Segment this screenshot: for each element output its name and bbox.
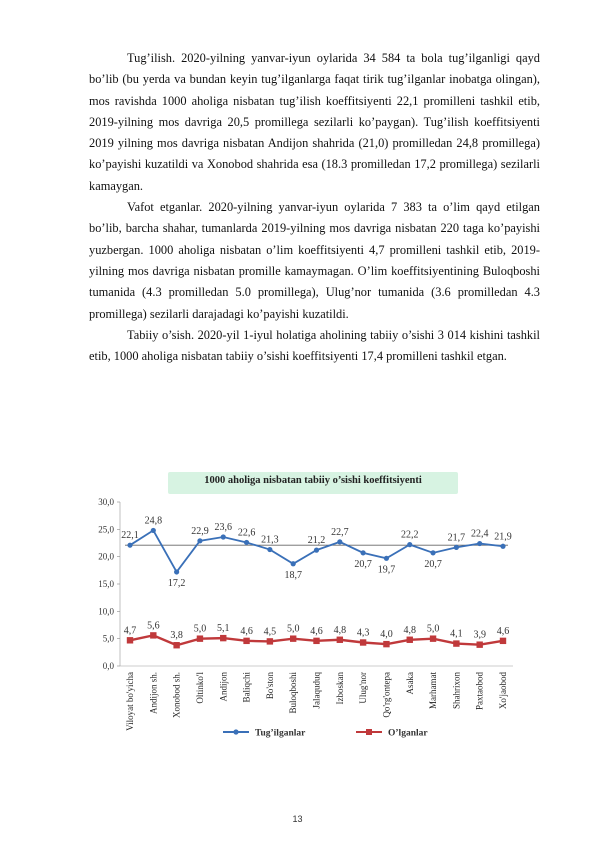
category-label: Qo'rg'ontepa	[381, 672, 392, 718]
deaths-marker	[150, 632, 156, 638]
deaths-marker	[220, 635, 226, 641]
data-label: 4,8	[403, 624, 416, 636]
births-marker	[384, 556, 389, 561]
body-text	[89, 48, 540, 367]
data-label: 22,2	[401, 529, 419, 541]
births-marker	[151, 528, 156, 533]
data-label: 4,3	[356, 627, 370, 639]
paragraph-natural-growth: Tabiiy o’sish. 2020-yil 1-iyul holatiga aholining tabiiy o’sishi 3 014 kishini tashkil etib, 1000 aholiga nisbatan tabiiy o’sishi koeffitsiyenti 17,4 promilleni tashkil etgan.	[89, 327, 540, 364]
page-number: 13	[292, 814, 303, 824]
deaths-marker	[407, 637, 413, 643]
category-label: Bo'ston	[264, 672, 275, 700]
data-label: 17,2	[167, 577, 186, 589]
data-label: 23,6	[214, 521, 232, 533]
data-label: 5,0	[193, 623, 207, 635]
data-label: 4,6	[496, 625, 510, 637]
data-label: 4,1	[450, 628, 463, 640]
data-label: 5,0	[286, 623, 300, 635]
data-label: 21,3	[261, 534, 279, 546]
deaths-marker	[500, 638, 506, 644]
deaths-marker	[430, 635, 436, 641]
y-tick-label: 25,0	[98, 524, 114, 535]
y-tick-label: 0,0	[102, 661, 114, 671]
data-label: 20,7	[424, 558, 442, 570]
data-label: 4,6	[240, 625, 253, 637]
births-marker	[361, 550, 366, 555]
births-marker	[337, 539, 342, 544]
deaths-marker	[313, 638, 319, 644]
births-marker	[500, 544, 505, 549]
data-label: 20,7	[354, 558, 372, 570]
data-label: 3,8	[170, 630, 183, 642]
y-tick-label: 30,0	[98, 497, 114, 507]
y-tick-label: 5,0	[102, 633, 114, 644]
category-label: Paxtaobod	[474, 672, 485, 710]
data-label: 22,1	[121, 530, 139, 542]
y-tick-label: 10,0	[98, 606, 114, 617]
data-label: 3,9	[473, 629, 486, 641]
category-label: Baliqchi	[241, 672, 252, 703]
y-tick-label: 15,0	[98, 579, 114, 589]
data-label: 22,6	[237, 527, 256, 539]
legend-marker	[233, 729, 238, 734]
births-marker	[244, 540, 249, 545]
deaths-marker	[127, 637, 133, 643]
paragraph-deaths: Vafot etganlar. 2020-yilning yanvar-iyun oylarida 7 383 ta o’lim qayd etilgan bo’lib, barcha shahar, tumanlarda 2019-yilning mos davriga nisbatan 220 taga ko’payishi yuzbergan. 1000 aholiga nisbatan o’lim koeffitsiyenti 4,7 promilleni tashkil etib, 2019-yilning mos davriga nisbatan promille kamaymagan. O’lim koeffitsiyentining Buloqboshi tumanida (4.3 promilledan 5.0 promillega), Ulug’nor tumanida (3.6 promilledan 4.3 promillega) sezilarli darajadagi ko’payishi kuzatildi.	[89, 200, 540, 321]
data-label: 4,5	[263, 626, 277, 638]
deaths-marker	[197, 635, 203, 641]
data-label: 18,7	[284, 569, 302, 581]
data-label: 5,0	[426, 623, 440, 635]
paragraph-birth: Tug’ilish. 2020-yilning yanvar-iyun oylarida 34 584 ta bola tug’ilganligi qayd bo’lib (bu yerda va bundan keyin tug’ilganlarga faqat tirik tug’ilganlar inobatga olingan), mos ravishda 1000 aholiga nisbatan tug’ilish koeffitsiyenti 22,1 promilleni tashkil etib, 2019-yilning mos davriga 20,5 promillega sezilarli ko’paygan). Tug’ilish koeffitsiyenti 2019 yilning mos davriga nisbatan Andijon shahrida (21,0) promilledan 24,8 promillega) ko’payishi kuzatildi va Xonobod shahrida esa (18.3 promilledan 17,2 promillega) sezilarli kamaygan.	[89, 51, 540, 193]
data-label: 22,4	[470, 528, 489, 540]
deaths-marker	[173, 642, 179, 648]
chart-title: 1000 aholiga nisbatan tabiiy o’sishi koeffitsiyenti	[204, 475, 422, 486]
chart-svg	[88, 470, 528, 745]
data-label: 4,0	[380, 629, 393, 641]
births-marker	[197, 538, 202, 543]
deaths-marker	[360, 639, 366, 645]
deaths-marker	[453, 640, 459, 646]
category-label: Andijon sh.	[148, 672, 159, 715]
data-label: 4,6	[310, 625, 323, 637]
births-marker	[477, 541, 482, 546]
deaths-marker	[243, 638, 249, 644]
data-label: 22,7	[331, 526, 349, 538]
category-label: Asaka	[404, 672, 415, 695]
category-label: Jalaquduq	[311, 672, 322, 709]
legend-label: O’lganlar	[388, 728, 428, 739]
data-label: 5,1	[217, 623, 230, 635]
category-label: Buloqboshi	[288, 672, 299, 714]
data-label: 19,7	[377, 564, 396, 576]
births-marker	[430, 550, 435, 555]
legend-label: Tug’ilganlar	[255, 728, 306, 739]
data-label: 5,6	[147, 620, 160, 632]
data-label: 21,2	[307, 535, 326, 547]
data-label: 24,8	[144, 515, 163, 527]
births-marker	[174, 569, 179, 574]
births-marker	[291, 561, 296, 566]
deaths-marker	[290, 635, 296, 641]
data-label: 4,7	[123, 625, 137, 637]
category-label: Marhamat	[428, 672, 439, 709]
births-marker	[127, 543, 132, 548]
data-label: 21,7	[447, 532, 466, 544]
category-label: Ulug'nor	[358, 672, 369, 704]
category-label: Xonobod sh.	[171, 672, 182, 719]
natural-growth-chart	[88, 470, 528, 745]
category-label: Oltinko'l	[194, 672, 205, 704]
category-label: Izboskan	[334, 672, 345, 705]
deaths-marker	[476, 641, 482, 647]
category-label: Andijon	[218, 672, 229, 702]
y-tick-label: 20,0	[98, 551, 114, 562]
legend-marker	[366, 729, 372, 735]
category-label: Shahrixon	[451, 672, 462, 709]
births-marker	[407, 542, 412, 547]
data-label: 21,9	[494, 531, 512, 543]
deaths-marker	[383, 641, 389, 647]
data-label: 22,9	[191, 525, 209, 537]
births-marker	[267, 547, 272, 552]
deaths-marker	[267, 638, 273, 644]
category-label: Viloyat bo'yicha	[125, 672, 135, 731]
data-label: 4,8	[333, 624, 347, 636]
category-label: Xo'jaobod	[498, 672, 508, 710]
births-marker	[221, 534, 226, 539]
births-marker	[454, 545, 459, 550]
deaths-marker	[337, 637, 343, 643]
births-marker	[314, 548, 319, 553]
